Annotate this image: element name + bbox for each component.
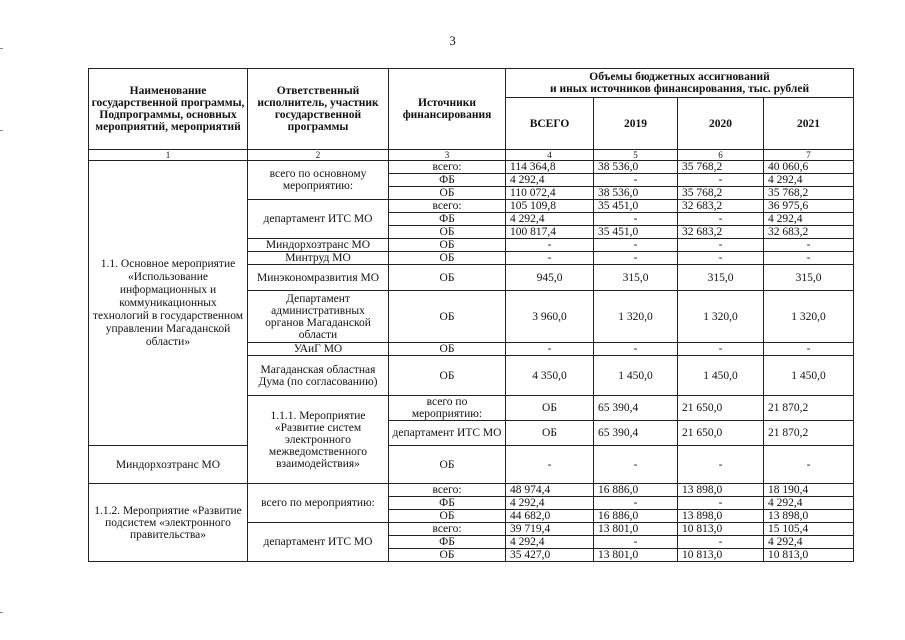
value-total: 105 109,8 — [506, 200, 594, 213]
value-2019: 13 801,0 — [594, 549, 678, 562]
value-total: 65 390,4 — [594, 421, 678, 446]
value-2021: 1 320,0 — [764, 291, 854, 343]
value-2020: 10 813,0 — [678, 549, 764, 562]
value-2020: - — [678, 239, 764, 252]
source-cell: ОБ — [389, 343, 506, 356]
value-total: 35 427,0 — [506, 549, 594, 562]
source-cell: всего: — [389, 161, 506, 174]
header-budget-line1: Объемы бюджетных ассигнований — [589, 71, 770, 83]
source-cell: ФБ — [389, 536, 506, 549]
header-budget-line2: и иных источников финансирования, тыс. рублей — [549, 83, 810, 95]
col-number: 4 — [506, 150, 594, 161]
value-2021: 35 768,2 — [764, 187, 854, 200]
header-2019: 2019 — [594, 98, 678, 150]
value-total: 100 817,4 — [506, 226, 594, 239]
value-total: 114 364,8 — [506, 161, 594, 174]
executor-cell: всего по мероприятию: — [389, 396, 506, 421]
col-number: 7 — [764, 150, 854, 161]
value-2020: - — [678, 343, 764, 356]
value-2019: - — [594, 446, 678, 484]
value-total: - — [506, 343, 594, 356]
activity-1-1-2-name: 1.1.2. Мероприятие «Развитие подсистем «электронного правительства» — [89, 484, 248, 562]
value-total: 4 292,4 — [506, 497, 594, 510]
header-2021: 2021 — [764, 98, 854, 150]
executor-cell: УАиГ МО — [248, 343, 389, 356]
value-2020: 32 683,2 — [678, 200, 764, 213]
financing-table — [88, 68, 854, 562]
value-2019: - — [594, 343, 678, 356]
scan-margin-mark — [0, 612, 3, 613]
source-cell: ОБ — [506, 396, 594, 421]
col-number: 6 — [678, 150, 764, 161]
value-2021: 4 292,4 — [764, 497, 854, 510]
value-2019: - — [594, 536, 678, 549]
value-2020: 315,0 — [678, 265, 764, 291]
executor-cell: Миндорхозтранс МО — [89, 446, 248, 484]
value-2021: - — [764, 239, 854, 252]
executor-cell: департамент ИТС МО — [389, 421, 506, 446]
source-cell: ОБ — [389, 239, 506, 252]
source-cell: ФБ — [389, 497, 506, 510]
value-2020: - — [678, 252, 764, 265]
value-2019: - — [594, 252, 678, 265]
value-total: 4 292,4 — [506, 174, 594, 187]
header-program-name: Наименование государственной программы, Подпрограммы, основных мероприятий, мероприятий — [89, 69, 248, 150]
value-2021: 10 813,0 — [764, 549, 854, 562]
header-total: ВСЕГО — [506, 98, 594, 150]
activity-1-1-name: 1.1. Основное мероприятие «Использование информационных и коммуникационных технологий в государственном управлении Магаданской области» — [89, 161, 248, 446]
source-cell: всего: — [389, 484, 506, 497]
executor-cell: всего по мероприятию: — [248, 484, 389, 523]
value-2021: 1 450,0 — [764, 356, 854, 396]
scan-margin-mark — [0, 48, 3, 49]
executor-cell: Минэкономразвития МО — [248, 265, 389, 291]
source-cell: ОБ — [389, 291, 506, 343]
executor-cell: департамент ИТС МО — [248, 200, 389, 239]
value-total: 4 292,4 — [506, 213, 594, 226]
value-total: 65 390,4 — [594, 396, 678, 421]
value-2021: - — [764, 252, 854, 265]
value-2021: 40 060,6 — [764, 161, 854, 174]
value-2019: 13 801,0 — [594, 523, 678, 536]
value-total: 39 719,4 — [506, 523, 594, 536]
source-cell: всего: — [389, 200, 506, 213]
value-total: - — [506, 446, 594, 484]
col-number: 5 — [594, 150, 678, 161]
source-cell: ОБ — [389, 187, 506, 200]
col-number: 1 — [89, 150, 248, 161]
value-total: 4 292,4 — [506, 536, 594, 549]
value-total: - — [506, 252, 594, 265]
value-2020: 21 870,2 — [764, 421, 854, 446]
value-2019: 16 886,0 — [594, 484, 678, 497]
header-source: Источники финансирования — [389, 69, 506, 150]
value-2020: - — [678, 536, 764, 549]
value-total: 110 072,4 — [506, 187, 594, 200]
source-cell: ОБ — [389, 356, 506, 396]
value-2021: 15 105,4 — [764, 523, 854, 536]
header-2020: 2020 — [678, 98, 764, 150]
value-2021: 4 292,4 — [764, 213, 854, 226]
value-2021: 18 190,4 — [764, 484, 854, 497]
value-2019: 315,0 — [594, 265, 678, 291]
value-total: 44 682,0 — [506, 510, 594, 523]
value-2020: 1 450,0 — [678, 356, 764, 396]
value-2020: 13 898,0 — [678, 510, 764, 523]
value-2021: 315,0 — [764, 265, 854, 291]
table-row — [89, 446, 854, 484]
source-cell: ОБ — [506, 421, 594, 446]
value-2019: 38 536,0 — [594, 161, 678, 174]
value-2019: 35 451,0 — [594, 226, 678, 239]
value-2019: 1 320,0 — [594, 291, 678, 343]
source-cell: ОБ — [389, 265, 506, 291]
value-2021: 4 292,4 — [764, 536, 854, 549]
value-2019: 1 450,0 — [594, 356, 678, 396]
activity-1-1-1-name: 1.1.1. Мероприятие «Развитие систем электронного межведомственного взаимодействия» — [248, 396, 389, 484]
value-2021: 36 975,6 — [764, 200, 854, 213]
executor-cell: Миндорхозтранс МО — [248, 239, 389, 252]
value-2020: - — [678, 497, 764, 510]
value-2019: - — [594, 174, 678, 187]
header-budget-title — [506, 69, 854, 98]
value-2019: 21 650,0 — [678, 396, 764, 421]
value-2019: - — [594, 497, 678, 510]
executor-cell: всего по основному мероприятию: — [248, 161, 389, 200]
value-2020: - — [678, 174, 764, 187]
value-total: - — [506, 239, 594, 252]
value-2019: - — [594, 239, 678, 252]
value-2019: 38 536,0 — [594, 187, 678, 200]
value-2020: 10 813,0 — [678, 523, 764, 536]
source-cell: ОБ — [389, 549, 506, 562]
value-2020: - — [678, 213, 764, 226]
value-2019: 21 650,0 — [678, 421, 764, 446]
value-2020: 21 870,2 — [764, 396, 854, 421]
executor-cell: Департамент административных органов Магаданской области — [248, 291, 389, 343]
value-2020: 13 898,0 — [678, 484, 764, 497]
value-2020: 35 768,2 — [678, 161, 764, 174]
value-2021: 13 898,0 — [764, 510, 854, 523]
value-total: 48 974,4 — [506, 484, 594, 497]
source-cell: ФБ — [389, 213, 506, 226]
executor-cell: Минтруд МО — [248, 252, 389, 265]
value-2020: 32 683,2 — [678, 226, 764, 239]
value-2019: 35 451,0 — [594, 200, 678, 213]
scan-margin-mark — [0, 130, 3, 131]
source-cell: ОБ — [389, 226, 506, 239]
source-cell: всего: — [389, 523, 506, 536]
value-2020: - — [678, 446, 764, 484]
value-2019: 16 886,0 — [594, 510, 678, 523]
col-number: 2 — [248, 150, 389, 161]
column-number-row — [89, 150, 854, 161]
value-2020: 1 320,0 — [678, 291, 764, 343]
value-2021: 4 292,4 — [764, 174, 854, 187]
col-number: 3 — [389, 150, 506, 161]
value-total: 945,0 — [506, 265, 594, 291]
table-row — [89, 161, 854, 174]
value-total: 3 960,0 — [506, 291, 594, 343]
table-row — [89, 484, 854, 497]
header-executor: Ответственный исполнитель, участник государственной программы — [248, 69, 389, 150]
value-2021: - — [764, 446, 854, 484]
value-2019: - — [594, 213, 678, 226]
value-2021: 32 683,2 — [764, 226, 854, 239]
page-number: 3 — [449, 33, 456, 48]
source-cell: ОБ — [389, 446, 506, 484]
executor-cell: Магаданская областная Дума (по согласованию) — [248, 356, 389, 396]
executor-cell: департамент ИТС МО — [248, 523, 389, 562]
value-2021: - — [764, 343, 854, 356]
source-cell: ФБ — [389, 174, 506, 187]
value-2020: 35 768,2 — [678, 187, 764, 200]
source-cell: ОБ — [389, 510, 506, 523]
value-total: 4 350,0 — [506, 356, 594, 396]
source-cell: ОБ — [389, 252, 506, 265]
